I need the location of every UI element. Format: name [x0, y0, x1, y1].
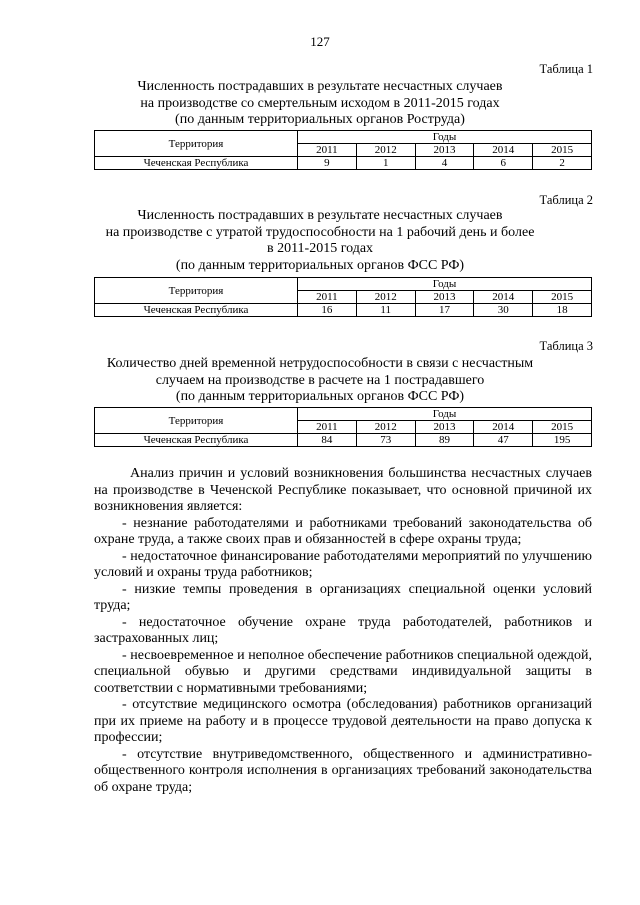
year-cell: 2014 [474, 144, 533, 157]
table-3 [94, 407, 592, 447]
year-cell: 2015 [533, 144, 592, 157]
value-cell: 84 [298, 434, 357, 447]
page-number: 127 [310, 34, 330, 49]
row-label: Чеченская Республика [95, 304, 298, 317]
value-cell: 4 [415, 157, 474, 170]
table-2 [94, 277, 592, 317]
table-2-title-line: в 2011-2015 годах [266, 241, 374, 256]
paragraph: - недостаточное финансирование работодателями мероприятий по улучшению условий и охраны труда работников; [94, 548, 592, 580]
year-cell: 2013 [415, 291, 474, 304]
year-cell: 2012 [356, 421, 415, 434]
value-cell: 17 [415, 304, 474, 317]
table-3-title-line: (по данным территориальных органов ФСС РФ) [175, 389, 465, 404]
year-cell: 2012 [356, 144, 415, 157]
years-header: Годы [298, 408, 592, 421]
value-cell: 89 [415, 434, 474, 447]
paragraph: - несвоевременное и неполное обеспечение работников специальной одеждой, специальной обувью и другими средствами индивидуальной защиты в соответствии с нормативными требованиями; [94, 647, 592, 696]
year-cell: 2013 [415, 144, 474, 157]
value-cell: 16 [298, 304, 357, 317]
table-2-title-line: (по данным территориальных органов ФСС РФ) [175, 257, 465, 273]
territory-header: Территория [95, 278, 298, 304]
year-cell: 2015 [533, 421, 592, 434]
body-text [94, 466, 592, 796]
year-cell: 2014 [474, 291, 533, 304]
table-3-title-line: случаем на производстве в расчете на 1 пострадавшего [155, 372, 485, 388]
paragraph: - отсутствие внутриведомственного, общественного и административно-общественного контроля исполнения в организациях требований законодательства об охране труда; [94, 746, 592, 795]
table-1-title [60, 79, 580, 129]
value-cell: 2 [533, 157, 592, 170]
value-cell: 195 [533, 434, 592, 447]
year-cell: 2015 [533, 291, 592, 304]
value-cell: 6 [474, 157, 533, 170]
value-cell: 18 [533, 304, 592, 317]
year-cell: 2011 [298, 291, 357, 304]
table-2-label: Таблица 2 [539, 193, 593, 207]
paragraph: - недостаточное обучение охране труда работодателей, работников и застрахованных лиц; [94, 614, 592, 646]
year-cell: 2013 [415, 421, 474, 434]
value-cell: 30 [474, 304, 533, 317]
table-1-title-line: Численность пострадавших в результате несчастных случаев [137, 79, 503, 94]
table-3-title-line: Количество дней временной нетрудоспособности в связи с несчастным [106, 356, 534, 371]
row-label: Чеченская Республика [95, 434, 298, 447]
paragraph: - незнание работодателями и работниками требований законодательства об охране труда, а также своих прав и обязанностей в сфере охраны труда; [94, 515, 592, 547]
years-header: Годы [298, 131, 592, 144]
table-2-title [60, 208, 580, 274]
table-2-title-line: Численность пострадавших в результате несчастных случаев [137, 208, 503, 223]
table-3-title [60, 356, 580, 406]
year-cell: 2011 [298, 144, 357, 157]
table-1-title-line: (по данным территориальных органов Роструда) [175, 112, 465, 127]
year-cell: 2011 [298, 421, 357, 434]
table-1-label: Таблица 1 [539, 62, 593, 76]
value-cell: 73 [356, 434, 415, 447]
table-1-title-line: на производстве со смертельным исходом в 2011-2015 годах [140, 95, 500, 111]
paragraph: Анализ причин и условий возникновения большинства несчастных случаев на производстве в Чеченской Республике показывает, что основной причиной их возникновения является: [94, 466, 592, 514]
value-cell: 11 [356, 304, 415, 317]
table-2-title-line: на производстве с утратой трудоспособности на 1 рабочий день и более [105, 224, 535, 240]
paragraph: - низкие темпы проведения в организациях специальной оценки условий труда; [94, 581, 592, 613]
value-cell: 1 [356, 157, 415, 170]
row-label: Чеченская Республика [95, 157, 298, 170]
years-header: Годы [298, 278, 592, 291]
territory-header: Территория [95, 131, 298, 157]
year-cell: 2014 [474, 421, 533, 434]
value-cell: 47 [474, 434, 533, 447]
value-cell: 9 [298, 157, 357, 170]
table-3-label: Таблица 3 [539, 339, 593, 353]
year-cell: 2012 [356, 291, 415, 304]
table-1 [94, 130, 592, 170]
paragraph: - отсутствие медицинского осмотра (обследования) работников организаций при их приеме на работу и в процессе трудовой деятельности на право допуска к профессии; [94, 697, 592, 745]
territory-header: Территория [95, 408, 298, 434]
